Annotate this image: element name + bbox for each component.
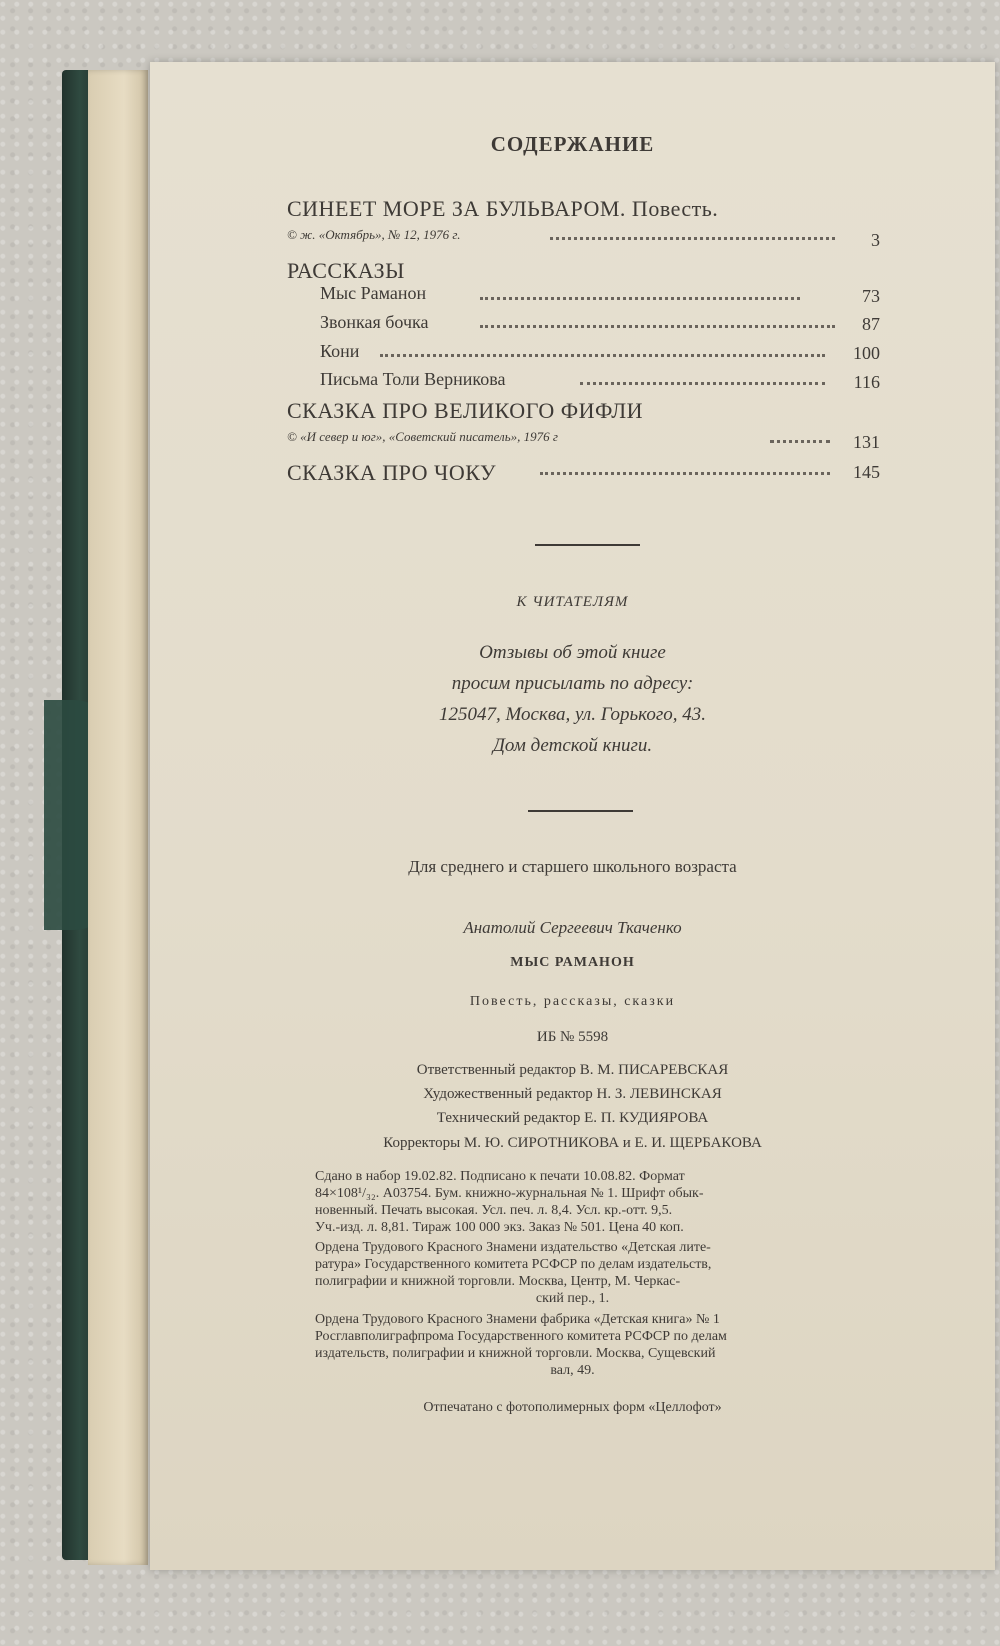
- author-name: Анатолий Сергеевич Ткаченко: [463, 918, 682, 937]
- cover-inner-strip: [88, 70, 148, 1565]
- print-details-line: Сдано в набор 19.02.82. Подписано к печати 10.08.82. Формат: [315, 1169, 685, 1184]
- readers-address: 125047, Москва, ул. Горького, 43.: [438, 704, 706, 725]
- book-page: [150, 62, 995, 1570]
- toc-entry-title: Письма Толи Верникова: [320, 369, 506, 389]
- readers-line: Отзывы об этой книге: [479, 642, 666, 663]
- toc-page-number: 73: [862, 286, 880, 306]
- publisher-line: ратура» Государственного комитета РСФСР по делам издательств,: [315, 1257, 712, 1272]
- toc-entry-note: © ж. «Октябрь», № 12, 1976 г.: [287, 227, 461, 242]
- publisher-line: Ордена Трудового Красного Знамени издательство «Детская лите-: [315, 1240, 711, 1255]
- toc-leader: [480, 325, 835, 328]
- toc-entry-title: СКАЗКА ПРО ЧОКУ: [287, 460, 497, 485]
- readers-line: просим присылать по адресу:: [451, 673, 694, 694]
- toc-page-number: 116: [853, 372, 880, 392]
- toc-leader: [480, 297, 800, 300]
- section-divider: [535, 544, 640, 546]
- publisher-line: полиграфии и книжной торговли. Москва, Центр, М. Черкас-: [315, 1274, 681, 1289]
- toc-page-number: 131: [853, 432, 880, 452]
- toc-title: СОДЕРЖАНИЕ: [490, 132, 655, 156]
- toc-leader: [540, 472, 830, 475]
- toc-leader: [380, 354, 825, 357]
- printing-note: Отпечатано с фотополимерных форм «Целлофот»: [423, 1400, 722, 1415]
- toc-entry-title: Кони: [320, 341, 360, 361]
- book-genre: Повесть, рассказы, сказки: [469, 994, 676, 1009]
- printer-line: вал, 49.: [550, 1363, 595, 1378]
- print-details-line: 84×108¹/₃₂. А03754. Бум. книжно-журнальная № 1. Шрифт обык-: [315, 1186, 704, 1201]
- toc-section-title: РАССКАЗЫ: [287, 258, 405, 283]
- readers-line: Дом детской книги.: [492, 735, 653, 756]
- staff-line: Корректоры М. Ю. СИРОТНИКОВА и Е. И. ЩЕРБАКОВА: [383, 1135, 762, 1151]
- toc-page-number: 100: [853, 343, 880, 363]
- printer-line: издательств, полиграфии и книжной торговли. Москва, Сущевский: [315, 1346, 716, 1361]
- printer-line: Росглавполиграфпрома Государственного комитета РСФСР по делам: [315, 1329, 727, 1344]
- toc-page-number: 3: [871, 230, 880, 250]
- toc-entry-title: СКАЗКА ПРО ВЕЛИКОГО ФИФЛИ: [287, 398, 644, 423]
- section-divider: [528, 810, 633, 812]
- print-details-line: новенный. Печать высокая. Усл. печ. л. 8,4. Усл. кр.-отт. 9,5.: [315, 1203, 673, 1218]
- toc-entry-title: Мыс Раманон: [320, 283, 427, 303]
- toc-page-number: 145: [853, 462, 880, 482]
- printer-line: Ордена Трудового Красного Знамени фабрика «Детская книга» № 1: [315, 1312, 720, 1327]
- readers-heading: К ЧИТАТЕЛЯМ: [516, 594, 629, 610]
- ib-number: ИБ № 5598: [536, 1029, 609, 1045]
- staff-line: Ответственный редактор В. М. ПИСАРЕВСКАЯ: [416, 1062, 729, 1078]
- toc-leader: [580, 382, 825, 385]
- toc-leader: [550, 237, 835, 240]
- toc-entry-title: Звонкая бочка: [320, 312, 429, 332]
- staff-line: Художественный редактор Н. З. ЛЕВИНСКАЯ: [423, 1086, 722, 1102]
- publisher-line: ский пер., 1.: [535, 1291, 610, 1306]
- print-details-line: Уч.-изд. л. 8,81. Тираж 100 000 экз. Заказ № 501. Цена 40 коп.: [315, 1220, 684, 1235]
- book-title: МЫС РАМАНОН: [510, 955, 635, 970]
- toc-page-number: 87: [862, 314, 880, 334]
- toc-entry-title: СИНЕЕТ МОРЕ ЗА БУЛЬВАРОМ. Повесть.: [287, 196, 719, 221]
- age-group: Для среднего и старшего школьного возраста: [408, 857, 737, 876]
- staff-line: Технический редактор Е. П. КУДИЯРОВА: [436, 1110, 709, 1126]
- toc-entry-note: © «И север и юг», «Советский писатель», 1976 г: [287, 429, 558, 444]
